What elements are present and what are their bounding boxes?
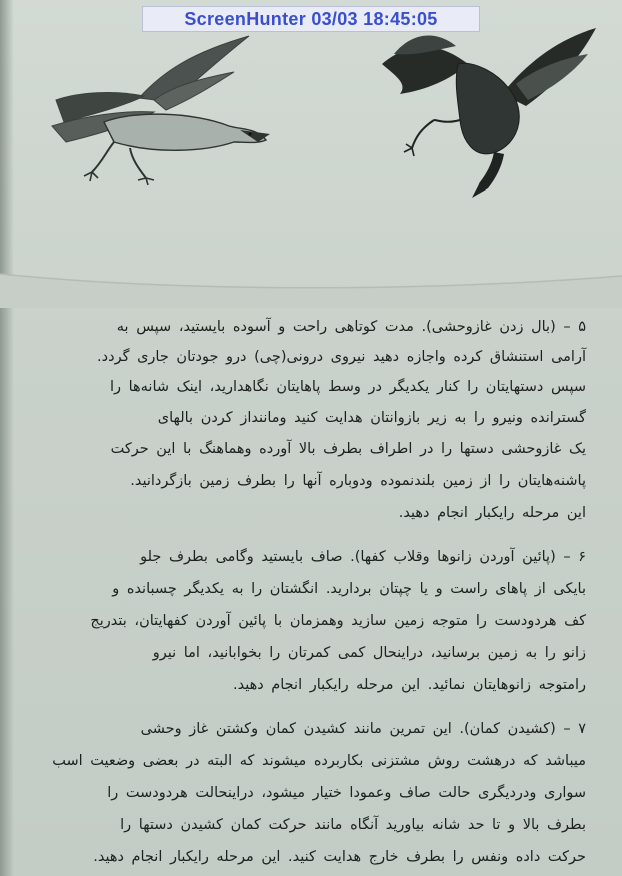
text-line: این مرحله رایکبار انجام دهید.: [398, 505, 586, 521]
persian-text-body: [14, 310, 602, 876]
text-line: بطرف بالا و تا حد شانه بیاورید آنگاه مانند حرکت کمان کشیدن دستها را: [120, 817, 586, 833]
text-line: بایکی از پاهای راست و یا چپتان بردارید. انگشتان را به یکدیگر چسبانده و: [112, 581, 586, 597]
text-line: سپس دستهایتان را کنار یکدیگر در وسط پاهایتان نگاهدارید، اینک شانه‌ها را: [109, 379, 586, 395]
page-binding-shadow: [0, 0, 14, 876]
text-line: ۵ – (بال زدن غازوحشی). مدت کوتاهی راحت و آسوده بایستید، سپس به: [116, 319, 586, 335]
screenhunter-watermark: ScreenHunter 03/03 18:45:05: [142, 6, 480, 32]
diving-goose-icon: [376, 24, 602, 200]
text-line: پاشنه‌هایتان را از زمین بلندنموده ودوباره آنها را بطرف زمین بازگردانید.: [130, 473, 586, 489]
text-line: رامتوجه زانوهایتان نمائید. این مرحله رایکبار انجام دهید.: [232, 677, 586, 693]
text-line: کف هردودست را متوجه زمین سازید وهمزمان با پائین آوردن کفهایتان، بتدریج: [90, 613, 586, 629]
text-line: گسترانده ونیرو را به زیر بازوانتان هدایت کنید وماننداز کردن بالهای: [157, 410, 586, 426]
text-line: سواری ودردیگری حالت صاف وعمودا ختیار میشود، دراینحالت هردودست را: [107, 785, 586, 801]
text-line: حرکت داده ونفس را بطرف خارج هدایت کنید. این مرحله رایکبار انجام دهید.: [93, 849, 586, 865]
page-fold: [0, 268, 622, 308]
text-line: میباشد که درهشت روش مشتزنی بکاربرده میشوند که البته در بعضی وضعیت اسب: [52, 753, 586, 769]
text-line: آرامی استنشاق کرده واجازه دهید نیروی درونی(چی) درو جودتان جاری گردد.: [97, 349, 586, 365]
text-line: ۷ – (کشیدن کمان). این تمرین مانند کشیدن کمان وکشتن غاز وحشی: [140, 721, 586, 737]
text-line: ۶ – (پائین آوردن زانوها وقلاب کفها). صاف بایستید وگامی بطرف جلو: [140, 549, 586, 565]
text-line: یک غازوحشی دستها را در اطراف بطرف بالا آورده وهماهنگ با این حرکت: [110, 441, 586, 457]
flying-goose-icon: [44, 30, 274, 185]
text-line: زانو را به زمین برسانید، دراینحال کمی کمرتان را بخوابانید، اما نیرو: [152, 645, 586, 661]
